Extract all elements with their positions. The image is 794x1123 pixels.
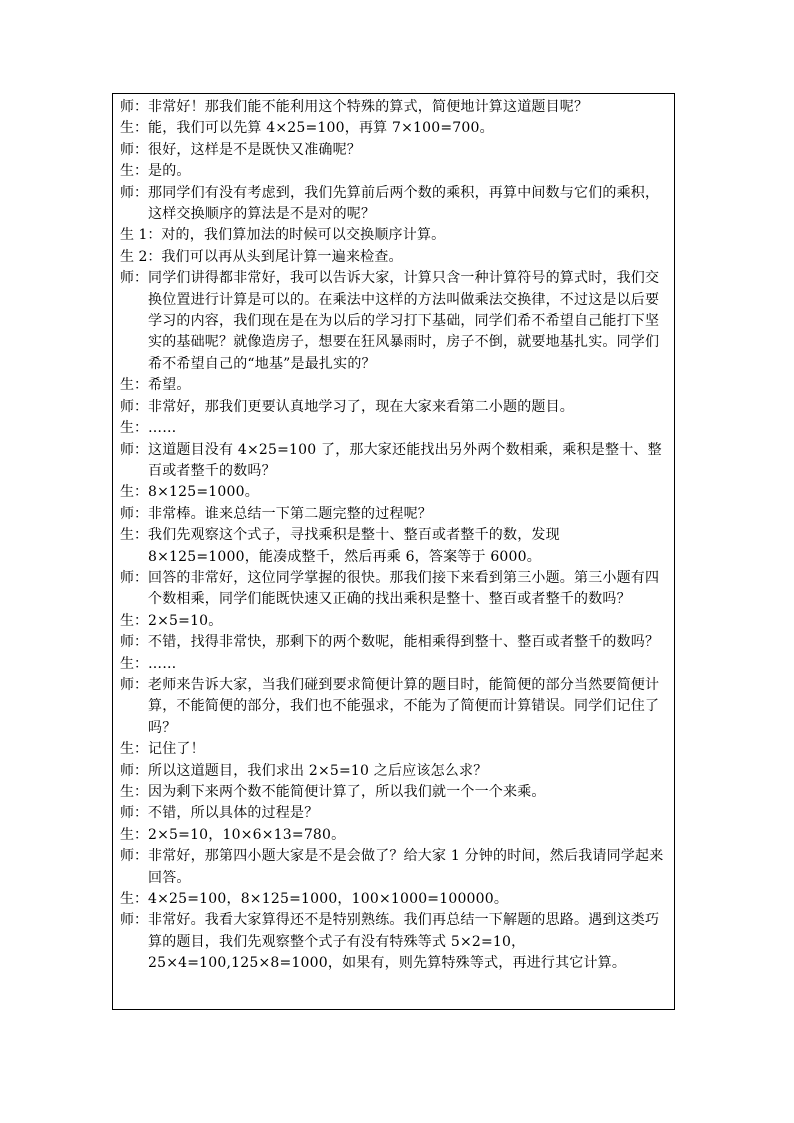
dialogue-line (120, 418, 672, 439)
utterance-text: 这道题目没有 4×25=100 了，那大家还能找出另外两个数相乘，乘积是整十、整百或者整千的数吗？ (148, 441, 662, 479)
speaker-label: 生： (120, 826, 148, 843)
speaker-label: 师： (120, 184, 148, 201)
speaker-label: 生： (120, 377, 148, 394)
speaker-label: 师： (120, 848, 148, 865)
utterance-text: 非常好，那第四小题大家是不是会做了？给大家 1 分钟的时间，然后我请同学起来回答。 (148, 848, 664, 886)
dialogue-line (120, 611, 672, 632)
utterance-text: 希望。 (148, 377, 191, 394)
dialogue-line (120, 268, 672, 375)
dialogue-line (120, 525, 672, 568)
speaker-label: 生 1： (120, 227, 162, 244)
speaker-label: 师： (120, 634, 148, 651)
dialogue-line (120, 97, 672, 118)
utterance-text: 那同学们有没有考虑到，我们先算前后两个数的乘积，再算中间数与它们的乘积，这样交换顺序的算法是不是对的呢？ (148, 184, 660, 223)
utterance-text: 2×5=10，10×6×13=780。 (148, 826, 346, 843)
lesson-dialogue-box (112, 93, 675, 1010)
dialogue-line (120, 225, 672, 246)
speaker-label: 师： (120, 441, 148, 458)
utterance-text: 很好，这样是不是既快又准确呢？ (148, 141, 361, 158)
dialogue-line (120, 803, 672, 824)
speaker-label: 师： (120, 569, 148, 586)
dialogue-line (120, 161, 672, 182)
dialogue-line (120, 761, 672, 782)
utterance-text: 所以这道题目，我们求出 2×5=10 之后应该怎么求？ (148, 762, 488, 779)
dialogue-line (120, 140, 672, 161)
dialogue-line (120, 739, 672, 760)
dialogue-line (120, 568, 672, 611)
speaker-label: 生： (120, 655, 148, 672)
dialogue-line (120, 504, 672, 525)
speaker-label: 师： (120, 99, 148, 115)
utterance-text: 4×25=100，8×125=1000，100×1000=100000。 (148, 891, 509, 908)
speaker-label: 生： (120, 891, 148, 908)
speaker-label: 师： (120, 912, 148, 929)
utterance-text: …… (148, 655, 177, 672)
utterance-text: …… (148, 420, 177, 437)
speaker-label: 师： (120, 762, 148, 779)
speaker-label: 生： (120, 612, 148, 629)
utterance-text: 非常好。我看大家算得还不是特别熟练。我们再总结一下解题的思路。遇到这类巧算的题目，我们先观察整个式子有没有特殊等式 5×2=10，25×4=100,125×8=1000，如果有，则先算特殊等式，再进行其它计算。 (148, 912, 660, 972)
dialogue-line (120, 825, 672, 846)
utterance-text: 因为剩下来两个数不能简便计算了，所以我们就一个一个来乘。 (148, 784, 546, 800)
dialogue-line (120, 632, 672, 653)
dialogue-line (120, 675, 672, 739)
utterance-text: 8×125=1000。 (148, 484, 259, 501)
speaker-label: 生： (120, 784, 148, 800)
dialogue-line (120, 397, 672, 418)
utterance-text: 不错，所以具体的过程是？ (148, 805, 319, 822)
utterance-text: 非常好！那我们能不能利用这个特殊的算式，简便地计算这道题目呢？ (148, 99, 589, 115)
utterance-text: 不错，找得非常快，那剩下的两个数呢，能相乘得到整十、整百或者整千的数吗？ (148, 634, 660, 651)
speaker-label: 生： (120, 420, 148, 437)
utterance-text: 记住了！ (148, 741, 205, 758)
dialogue-line (120, 782, 672, 803)
dialogue-list (120, 97, 672, 975)
speaker-label: 生 2： (120, 248, 162, 265)
speaker-label: 师： (120, 805, 148, 822)
utterance-text: 非常棒。谁来总结一下第二题完整的过程呢？ (148, 505, 432, 522)
dialogue-line (120, 183, 672, 226)
utterance-text: 老师来告诉大家，当我们碰到要求简便计算的题目时，能简便的部分当然要简便计算，不能简便的部分，我们也不能强求，不能为了简便而计算错误。同学们记住了吗？ (148, 676, 660, 736)
dialogue-line (120, 910, 672, 974)
utterance-text: 非常好，那我们更要认真地学习了，现在大家来看第二小题的题目。 (148, 398, 574, 415)
speaker-label: 生： (120, 527, 148, 544)
speaker-label: 师： (120, 141, 148, 158)
dialogue-line (120, 482, 672, 503)
dialogue-line (120, 440, 672, 483)
dialogue-line (120, 846, 672, 889)
utterance-text: 同学们讲得都非常好，我可以告诉大家，计算只含一种计算符号的算式时，我们交换位置进行计算是可以的。在乘法中这样的方法叫做乘法交换律，不过这是以后要学习的内容，我们现在是在为以后的学习打下基础，同学们希不希望自己能打下坚实的基础呢？就像造房子，想要在狂风暴雨时，房子不倒，就要地基扎实。同学们希不希望自己的“地基”是最扎实的？ (148, 270, 660, 372)
dialogue-line (120, 375, 672, 396)
speaker-label: 师： (120, 270, 148, 287)
dialogue-line (120, 247, 672, 268)
utterance-text: 2×5=10。 (148, 612, 223, 629)
speaker-label: 师： (120, 505, 148, 522)
utterance-text: 对的，我们算加法的时候可以交换顺序计算。 (161, 227, 446, 244)
dialogue-line (120, 118, 672, 139)
dialogue-line (120, 654, 672, 675)
speaker-label: 师： (120, 398, 148, 415)
speaker-label: 生： (120, 120, 148, 137)
utterance-text: 我们先观察这个式子，寻找乘积是整十、整百或者整千的数，发现 8×125=1000，能凑成整千，然后再乘 6，答案等于 6000。 (148, 527, 560, 565)
utterance-text: 回答的非常好，这位同学掌握的很快。那我们接下来看到第三小题。第三小题有四个数相乘，同学们能既快速又正确的找出乘积是整十、整百或者整千的数吗？ (148, 569, 660, 608)
utterance-text: 能，我们可以先算 4×25=100，再算 7×100=700。 (148, 120, 494, 137)
speaker-label: 生： (120, 163, 148, 180)
speaker-label: 生： (120, 741, 148, 758)
utterance-text: 我们可以再从头到尾计算一遍来检查。 (161, 248, 403, 265)
speaker-label: 师： (120, 676, 148, 693)
utterance-text: 是的。 (148, 163, 191, 180)
dialogue-line (120, 889, 672, 910)
speaker-label: 生： (120, 484, 148, 501)
